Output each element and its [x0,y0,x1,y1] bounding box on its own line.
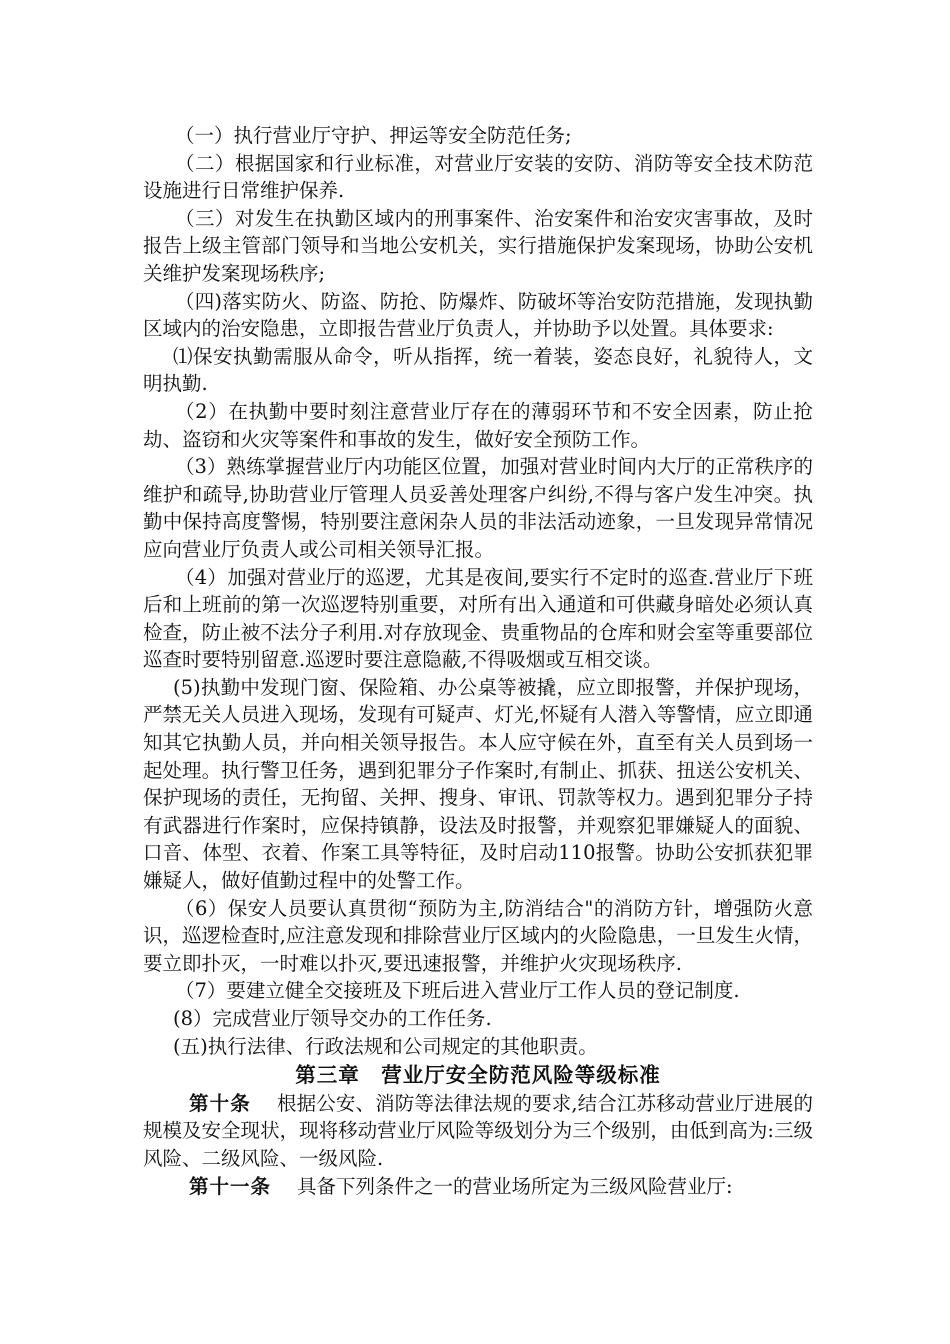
paragraph-requirement-2: （2）在执勤中要时刻注意营业厅存在的薄弱环节和不安全因素，防止抢劫、盗窃和火灾等案件和事故的发生，做好安全预防工作。 [143,399,813,451]
article-10-heading: 第十条 [189,1091,251,1115]
paragraph-requirement-5: (5)执勤中发现门窗、保险箱、办公桌等被撬，应立即报警，并保护现场，严禁无关人员进入现场，发现有可疑声、灯光,怀疑有人潜入等警情，应立即通知其它执勤人员，并向相关领导报告。本人应守候在外，直至有关人员到场一起处理。执行警卫任务，遇到犯罪分子作案时,有制止、抓获、扭送公安机关、保护现场的责任，无拘留、关押、搜身、审讯、罚款等权力。遇到犯罪分子持有武器进行作案时，应保持镇静，设法及时报警，并观察犯罪嫌疑人的面貌、口音、体型、衣着、作案工具等特征，及时启动110报警。协助公安抓获犯罪嫌疑人，做好值勤过程中的处警工作。 [143,675,813,893]
paragraph-duty-1: （一）执行营业厅守护、押运等安全防范任务; [175,124,572,147]
article-10 [143,1090,813,1173]
article-11-text: 具备下列条件之一的营业场所定为三级风险营业厅: [297,1174,733,1198]
document-body [143,122,813,1200]
paragraph-requirement-1: ⑴保安执勤需服从命令，听从指挥，统一着装，姿态良好，礼貌待人，文明执勤. [143,344,813,396]
paragraph-requirement-8: (8）完成营业厅领导交办的工作任务. [173,1007,492,1030]
article-11-heading: 第十一条 [189,1174,272,1198]
paragraph-duty-3: （三）对发生在执勤区域内的刑事案件、治安案件和治安灾害事故，及时报告上级主管部门领导和当地公安机关，实行措施保护发案现场，协助公安机关维护发案现场秩序; [143,206,813,285]
chapter-title: 第三章 营业厅安全防范风险等级标准 [295,1063,661,1088]
paragraph-requirement-4: （4）加强对营业厅的巡逻，尤其是夜间,要实行不定时的巡查.营业厅下班后和上班前的第一次巡逻特别重要，对所有出入通道和可供藏身暗处必须认真检查，防止被不法分子利用.对存放现金、贵重物品的仓库和财会室等重要部位巡查时要特别留意.巡逻时要注意隐蔽,不得吸烟或互相交谈。 [143,565,813,672]
paragraph-duty-4: （四)落实防火、防盗、防抢、防爆炸、防破坏等治安防范措施，发现执勤区域内的治安隐患，立即报告营业厅负责人，并协助予以处置。具体要求: [143,289,813,341]
paragraph-duty-2: （二）根据国家和行业标准，对营业厅安装的安防、消防等安全技术防范设施进行日常维护保养. [143,151,813,203]
article-10-text: 根据公安、消防等法律法规的要求,结合江苏移动营业厅进展的规模及安全现状，现将移动营业厅风险等级划分为三个级别，由低到高为:三级风险、二级风险、一级风险. [143,1091,813,1170]
paragraph-duty-5: (五)执行法律、行政法规和公司规定的其他职责。 [173,1034,598,1058]
paragraph-requirement-6: （6）保安人员要认真贯彻“预防为主,防消结合"的消防方针，增强防火意识，巡逻检查时,应注意发现和排除营业厅区域内的火险隐患，一旦发生火情，要立即扑灭，一时难以扑灭,要迅速报警，并维护火灾现场秩序. [143,896,813,975]
paragraph-requirement-3: （3）熟练掌握营业厅内功能区位置，加强对营业时间内大厅的正常秩序的维护和疏导,协助营业厅管理人员妥善处理客户纠纷,不得与客户发生冲突。执勤中保持高度警惕，特别要注意闲杂人员的非法活动迹象，一旦发现异常情况应向营业厅负责人或公司相关领导汇报。 [143,455,813,561]
article-11 [143,1173,813,1201]
paragraph-requirement-7: （7）要建立健全交接班及下班后进入营业厅工作人员的登记制度. [175,979,740,1003]
